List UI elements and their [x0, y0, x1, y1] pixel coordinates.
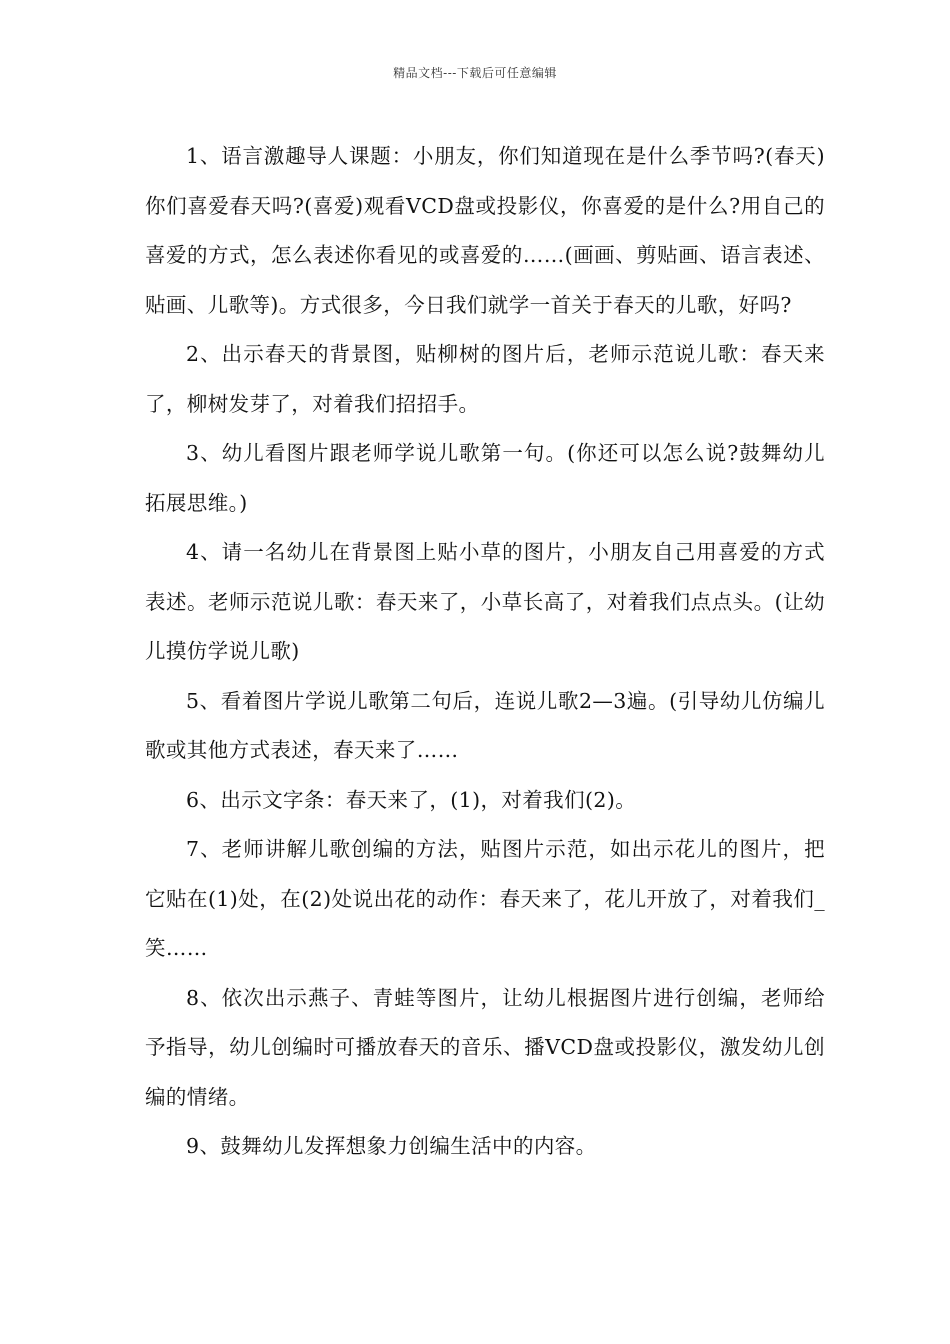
paragraph-4: 4、请一名幼儿在背景图上贴小草的图片，小朋友自己用喜爱的方式表述。老师示范说儿歌：春天来了，小草长高了，对着我们点点头。(让幼儿摸仿学说儿歌) — [145, 540, 825, 663]
paragraph-3: 3、幼儿看图片跟老师学说儿歌第一句。(你还可以怎么说?鼓舞幼儿拓展思维。) — [145, 441, 825, 515]
paragraph-9: 9、鼓舞幼儿发挥想象力创编生活中的内容。 — [186, 1134, 597, 1158]
paragraph-7: 7、老师讲解儿歌创编的方法，贴图片示范，如出示花儿的图片，把它贴在(1)处，在(2)处说出花的动作：春天来了，花儿开放了，对着我们_笑…… — [145, 837, 825, 960]
paragraph-1: 1、语言激趣导人课题：小朋友，你们知道现在是什么季节吗?(春天)你们喜爱春天吗?(喜爱)观看VCD盘或投影仪，你喜爱的是什么?用自己的喜爱的方式，怎么表述你看见的或喜爱的……(画画、剪贴画、语言表述、贴画、儿歌等)。方式很多，今日我们就学一首关于春天的儿歌，好吗? — [145, 144, 825, 317]
paragraph-2: 2、出示春天的背景图，贴柳树的图片后，老师示范说儿歌：春天来了，柳树发芽了，对着我们招招手。 — [145, 342, 825, 416]
page-header: 精品文档---下载后可任意编辑 — [393, 66, 557, 80]
paragraph-5: 5、看着图片学说儿歌第二句后，连说儿歌2—3遍。(引导幼儿仿编儿歌或其他方式表述，春天来了…… — [145, 688, 825, 762]
document-body — [145, 132, 825, 1172]
paragraph-6: 6、出示文字条：春天来了，(1)，对着我们(2)。 — [186, 787, 637, 812]
paragraph-8: 8、依次出示燕子、青蛙等图片，让幼儿根据图片进行创编，老师给予指导，幼儿创编时可播放春天的音乐、播VCD盘或投影仪，激发幼儿创编的情绪。 — [145, 985, 825, 1109]
